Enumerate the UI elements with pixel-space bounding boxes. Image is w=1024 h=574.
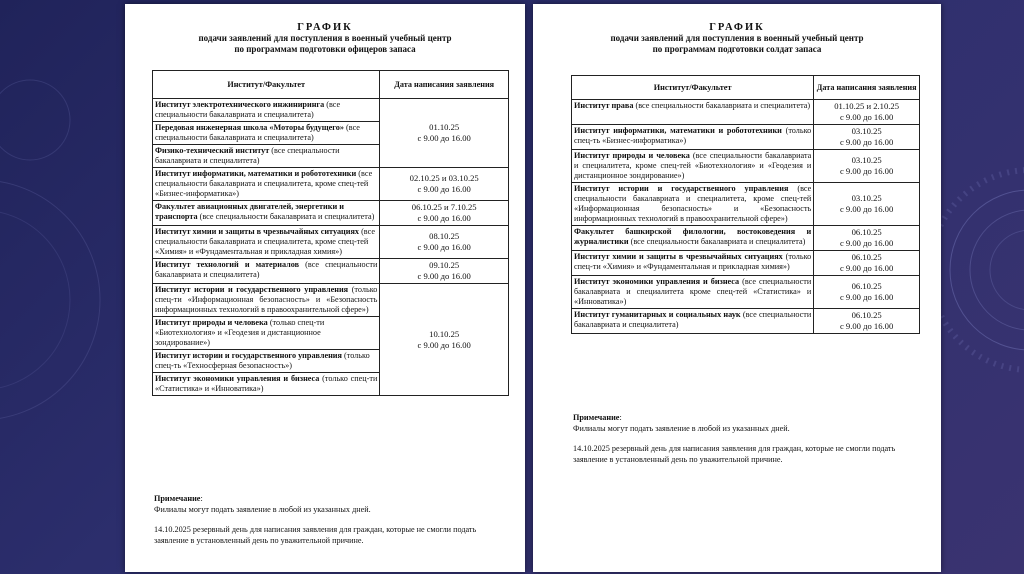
column-header-date: Дата написания заявления <box>380 71 509 99</box>
note-block: Примечание: Филиалы могут подать заявление в любой из указанных дней. 14.10.2025 резервный день для написания заявления для граждан, которые не смогли подать заявление в установленный день по уважительной причине. <box>154 494 494 546</box>
table-row <box>153 284 509 317</box>
reserve-day-text: 14.10.2025 резервный день для написания заявления для граждан, которые не смогли подать заявление в установленный день по уважительной причине. <box>573 444 896 464</box>
institute-cell: Институт истории и государственного управления (все специальности бакалавриата и специалитета, кроме спец-тей «Информационная безопасность» и «Безопасность информационных технологий в правоохранительной сфере») <box>572 183 814 226</box>
date-cell: 09.10.25 с 9.00 до 16.00 <box>380 259 509 284</box>
table-row <box>572 276 920 309</box>
table-row <box>572 226 920 251</box>
table-row <box>572 125 920 150</box>
page-title: ГРАФИК <box>297 22 353 33</box>
date-cell: 02.10.25 и 03.10.25 с 9.00 до 16.00 <box>380 168 509 201</box>
background-decoration-left <box>0 0 125 574</box>
table-row <box>572 150 920 183</box>
institute-cell: Факультет башкирской филологии, востоковедения и журналистики (все специальности бакалавриата и специалитета) <box>572 226 814 251</box>
table-row <box>572 100 920 125</box>
institute-cell: Институт природы и человека (только спец-ти «Биотехнология» и «Геодезия и дистанционное зондирование») <box>153 317 380 350</box>
date-cell: 01.10.25 и 2.10.25 с 9.00 до 16.00 <box>814 100 920 125</box>
background-decoration-right <box>940 0 1024 574</box>
institute-cell: Институт истории и государственного управления (только спец-ти «Информационная безопасность» и «Безопасность информационных технологий в правоохранительной сфере») <box>153 284 380 317</box>
table-row <box>572 183 920 226</box>
date-cell: 03.10.25 с 9.00 до 16.00 <box>814 150 920 183</box>
table-row <box>153 201 509 226</box>
institute-cell: Физико-технический институт (все специальности бакалавриата и специалитета) <box>153 145 380 168</box>
document-page-officers <box>125 4 525 572</box>
date-cell: 03.10.25 с 9.00 до 16.00 <box>814 125 920 150</box>
date-cell: 10.10.25 с 9.00 до 16.00 <box>380 284 509 396</box>
institute-cell: Институт права (все специальности бакалавриата и специалитета) <box>572 100 814 125</box>
table-row <box>153 226 509 259</box>
date-cell: 01.10.25 с 9.00 до 16.00 <box>380 99 509 168</box>
table-row <box>572 309 920 334</box>
institute-cell: Институт информатики, математики и робототехники (все специальности бакалавриата и специалитета, кроме спец-тей «Бизнес-информатика») <box>153 168 380 201</box>
column-header-date: Дата написания заявления <box>814 76 920 100</box>
page-subtitle: по программам подготовки офицеров запаса <box>234 44 416 54</box>
table-row <box>153 168 509 201</box>
institute-cell: Институт истории и государственного управления (только спец-ть «Техносферная безопасность») <box>153 350 380 373</box>
note-text: Филиалы могут подать заявление в любой из указанных дней. <box>573 423 790 433</box>
institute-cell: Институт природы и человека (все специальности бакалавриата и специалитета, кроме спец-тей «Биотехнология» и «Геодезия и дистанционное зондирование») <box>572 150 814 183</box>
reserve-day-text: 14.10.2025 резервный день для написания заявления для граждан, которые не смогли подать заявление в установленный день по уважительной причине. <box>154 525 477 545</box>
date-cell: 08.10.25 с 9.00 до 16.00 <box>380 226 509 259</box>
date-cell: 06.10.25 и 7.10.25 с 9.00 до 16.00 <box>380 201 509 226</box>
institute-cell: Институт экономики управления и бизнеса (только спец-ти «Статистика» и «Инноватика») <box>153 373 380 396</box>
note-title: Примечание <box>573 413 620 422</box>
page-subtitle: по программам подготовки солдат запаса <box>652 44 822 54</box>
institute-cell: Институт химии и защиты в чрезвычайных ситуациях (только спец-ти «Химия» и «Фундаментальная и прикладная химия») <box>572 251 814 276</box>
page-title: ГРАФИК <box>709 22 765 33</box>
table-row <box>572 251 920 276</box>
note-text: Филиалы могут подать заявление в любой из указанных дней. <box>154 504 371 514</box>
table-header-row <box>153 71 509 99</box>
institute-cell: Передовая инженерная школа «Моторы будущего» (все специальности бакалавриата и специалитета) <box>153 122 380 145</box>
schedule-table <box>571 75 920 334</box>
date-cell: 03.10.25 с 9.00 до 16.00 <box>814 183 920 226</box>
date-cell: 06.10.25 с 9.00 до 16.00 <box>814 226 920 251</box>
document-page-soldiers <box>533 4 941 572</box>
institute-cell: Институт электротехнического инжиниринга (все специальности бакалавриата и специалитета) <box>153 99 380 122</box>
column-header-institute: Институт/Факультет <box>572 76 814 100</box>
note-title: Примечание <box>154 494 201 503</box>
page-subtitle: подачи заявлений для поступления в военный учебный центр <box>198 33 452 43</box>
institute-cell: Институт технологий и материалов (все специальности бакалавриата и специалитета) <box>153 259 380 284</box>
date-cell: 06.10.25 с 9.00 до 16.00 <box>814 251 920 276</box>
column-header-institute: Институт/Факультет <box>153 71 380 99</box>
institute-cell: Институт гуманитарных и социальных наук (все специальности бакалавриата и специалитета) <box>572 309 814 334</box>
table-row <box>153 259 509 284</box>
schedule-table <box>152 70 509 396</box>
date-cell: 06.10.25 с 9.00 до 16.00 <box>814 276 920 309</box>
note-block: Примечание: Филиалы могут подать заявление в любой из указанных дней. 14.10.2025 резервный день для написания заявления для граждан, которые не смогли подать заявление в установленный день по уважительной причине. <box>573 413 913 465</box>
table-header-row <box>572 76 920 100</box>
institute-cell: Институт экономики управления и бизнеса (все специальности бакалавриата и специалитета кроме спец-тей «Статистика» и «Инноватика») <box>572 276 814 309</box>
institute-cell: Институт информатики, математики и робототехники (только спец-ть «Бизнес-информатика») <box>572 125 814 150</box>
page-subtitle: подачи заявлений для поступления в военный учебный центр <box>610 33 864 43</box>
institute-cell: Факультет авиационных двигателей, энергетики и транспорта (все специальности бакалавриата и специалитета) <box>153 201 380 226</box>
date-cell: 06.10.25 с 9.00 до 16.00 <box>814 309 920 334</box>
institute-cell: Институт химии и защиты в чрезвычайных ситуациях (все специальности бакалавриата и специалитета, кроме спец-тей «Химия» и «Фундаментальная и прикладная химия») <box>153 226 380 259</box>
table-row <box>153 99 509 122</box>
